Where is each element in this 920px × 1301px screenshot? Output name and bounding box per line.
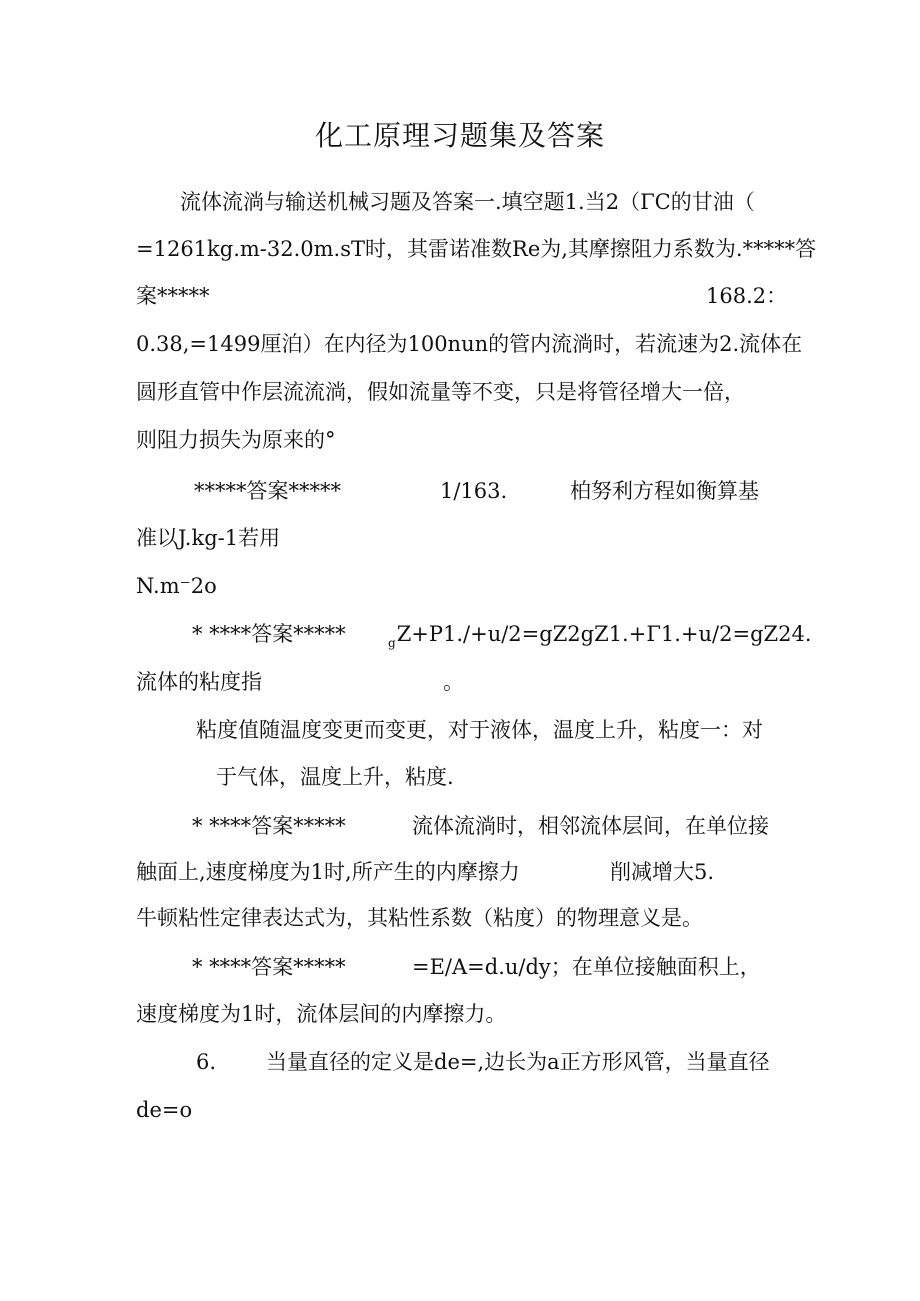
- text-line: 则阻力损失为原来的°: [136, 428, 336, 452]
- subscript: g: [388, 636, 396, 650]
- text-line: 。: [443, 670, 464, 694]
- answer-label: * ****答案*****: [192, 955, 346, 979]
- text-line: 柏努利方程如衡算基: [570, 479, 759, 503]
- answer-label: * ****答案*****: [192, 814, 346, 838]
- answer-label: *****答案*****: [194, 479, 341, 503]
- text-line: =E/A=d.u/dy；在单位接触面积上，: [412, 955, 761, 979]
- text-line: 流体流淌时，相邻流体层间，在单位接: [412, 814, 769, 838]
- formula-line: [388, 620, 812, 657]
- text-line: 0.38,=1499厘泊）在内径为100nun的管内流淌时，若流速为2.流体在: [136, 332, 803, 356]
- text-line: N.m⁻2o: [136, 574, 217, 598]
- text-line: 准以J.kg-1若用: [136, 526, 281, 550]
- text-line: 削减增大5.: [610, 860, 715, 884]
- text-line: 圆形直管中作层流流淌，假如流量等不变，只是将管径增大一倍，: [136, 380, 745, 404]
- page-title: 化工原理习题集及答案: [314, 119, 605, 152]
- text-line: 粘度值随温度变更而变更，对于液体，温度上升，粘度一：对: [196, 718, 763, 742]
- text-line: 流体的粘度指: [136, 670, 262, 694]
- text-line: 案*****: [136, 284, 210, 308]
- text-line: =1261kg.m-32.0m.sT时，其雷诺准数Re为,其摩擦阻力系数为.*****答: [136, 237, 817, 261]
- text-line: 168.2：: [706, 284, 788, 308]
- text-line: 1/163.: [440, 479, 508, 503]
- formula-text: Z+P1./+u/2=gZ2gZ1.+Γ1.+u/2=gZ24.: [396, 622, 812, 646]
- text-line: 速度梯度为1时，流体层间的内摩擦力。: [136, 1002, 507, 1026]
- text-line: 牛顿粘性定律表达式为，其粘性系数（粘度）的物理意义是。: [136, 906, 703, 930]
- answer-label: * ****答案*****: [192, 622, 346, 646]
- text-line: 当量直径的定义是de=,边长为a正方形风管，当量直径: [266, 1050, 770, 1074]
- text-line: 流体流淌与输送机械习题及答案一.填空题1.当2（ΓC的甘油（: [180, 190, 755, 214]
- text-line: de=o: [136, 1098, 193, 1122]
- text-line: 触面上,速度梯度为1时,所产生的内摩擦力: [136, 860, 520, 884]
- text-line: 于气体，温度上升，粘度.: [216, 765, 454, 789]
- text-line: 6.: [196, 1050, 217, 1074]
